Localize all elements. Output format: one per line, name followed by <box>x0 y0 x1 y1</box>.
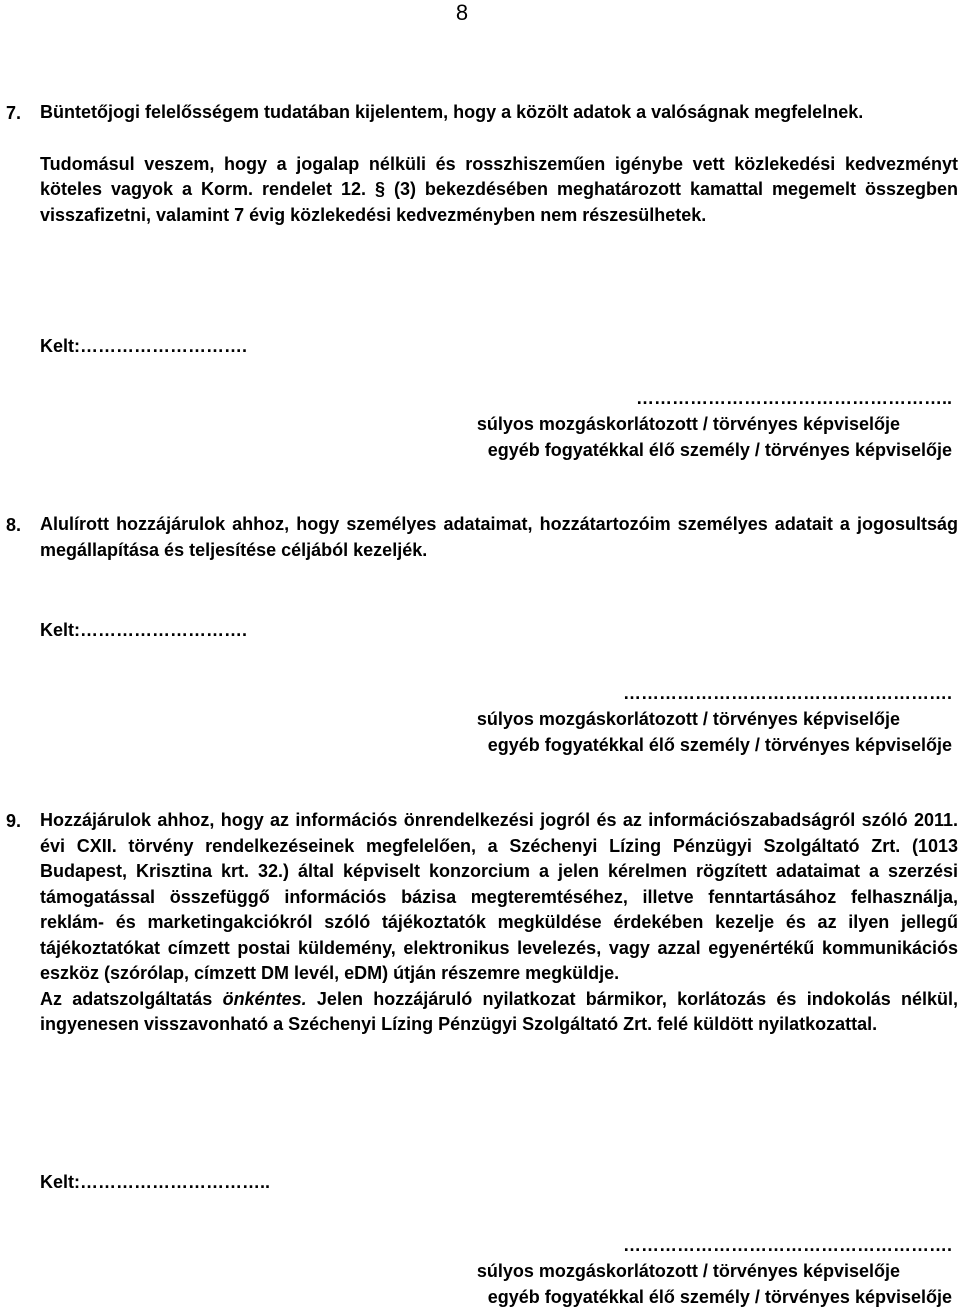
kelt-field[interactable]: Kelt:………………………….. <box>40 1172 271 1192</box>
signature-role-1: súlyos mozgáskorlátozott / törvényes képviselője <box>476 1261 900 1281</box>
signature-line[interactable]: ………………………………………………. <box>622 1235 952 1255</box>
consent-text: Alulírott hozzájárulok ahhoz, hogy személyes adataimat, hozzátartozóim személyes adatait a jogosultság megállapítása és teljesítése céljából kezeljék. <box>40 514 958 560</box>
section-number: 8. <box>6 515 22 535</box>
consent-text: Hozzájárulok ahhoz, hogy az információs önrendelkezési jogról és az információszabadságról szóló 2011. évi CXII. törvény rendelkezéseinek megfelelően, a Széchenyi Lízing Pénzügyi Szolgáltató Zrt. (1013 Budapest, Krisztina krt. 32.) által képviselt konzorcium a jelen kérelmen rögzített adataimat a szerzési támogatással összefüggő információs bázisa megteremtéséhez, illetve fenntartásához felhasználja, reklám- és marketingakciókról szóló tájékoztatók megküldése érdekében kezelje és az ilyen jellegű tájékoztatókat címzett postai küldemény, elektronikus levelezés, vagy azzal egyenértékű kommunikációs eszköz (szórólap, címzett DM levél, eDM) útján részemre megküldje. <box>40 810 958 983</box>
section-body <box>40 512 958 563</box>
signature-role-1: súlyos mozgáskorlátozott / törvényes képviselője <box>476 709 900 729</box>
signature-block <box>392 680 952 758</box>
section-number: 9. <box>6 811 22 831</box>
voluntary-prefix: Az adatszolgáltatás <box>40 988 213 1009</box>
notice-text: Tudomásul veszem, hogy a jogalap nélküli és rosszhiszeműen igénybe vett közlekedési kedvezményt köteles vagyok a Korm. rendelet 12. § (3) bekezdésében meghatározott kamattal megemelt összegben visszafizetni, valamint 7 évig közlekedési kedvezményben nem részesülhetek. <box>40 153 958 225</box>
kelt-field[interactable]: Kelt:………………………. <box>40 336 247 356</box>
page-number: 8 <box>455 0 469 25</box>
signature-role-1: súlyos mozgáskorlátozott / törvényes képviselője <box>476 414 900 434</box>
voluntary-text <box>40 987 958 1038</box>
section-body <box>40 808 958 1038</box>
signature-role-2: egyéb fogyatékkal élő személy / törvényes képviselője <box>487 735 952 755</box>
signature-line[interactable]: ………………………………………………. <box>622 683 952 703</box>
section-body <box>40 100 958 228</box>
voluntary-rest: Jelen hozzájáruló nyilatkozat bármikor, korlátozás és indokolás nélkül, ingyenesen visszavonható a Széchenyi Lízing Pénzügyi Szolgáltató Zrt. felé küldött nyilatkozattal. <box>40 988 959 1034</box>
signature-line[interactable]: …………………………………………….. <box>635 388 952 408</box>
section-number: 7. <box>6 103 22 123</box>
kelt-field[interactable]: Kelt:………………………. <box>40 620 247 640</box>
statement-text: Büntetőjogi felelősségem tudatában kijelentem, hogy a közölt adatok a valóságnak megfelelnek. <box>40 102 864 122</box>
signature-role-2: egyéb fogyatékkal élő személy / törvényes képviselője <box>487 440 952 460</box>
signature-block <box>392 385 952 463</box>
signature-block <box>392 1232 952 1310</box>
signature-role-2: egyéb fogyatékkal élő személy / törvényes képviselője <box>487 1287 952 1307</box>
voluntary-word: önkéntes. <box>222 988 307 1009</box>
